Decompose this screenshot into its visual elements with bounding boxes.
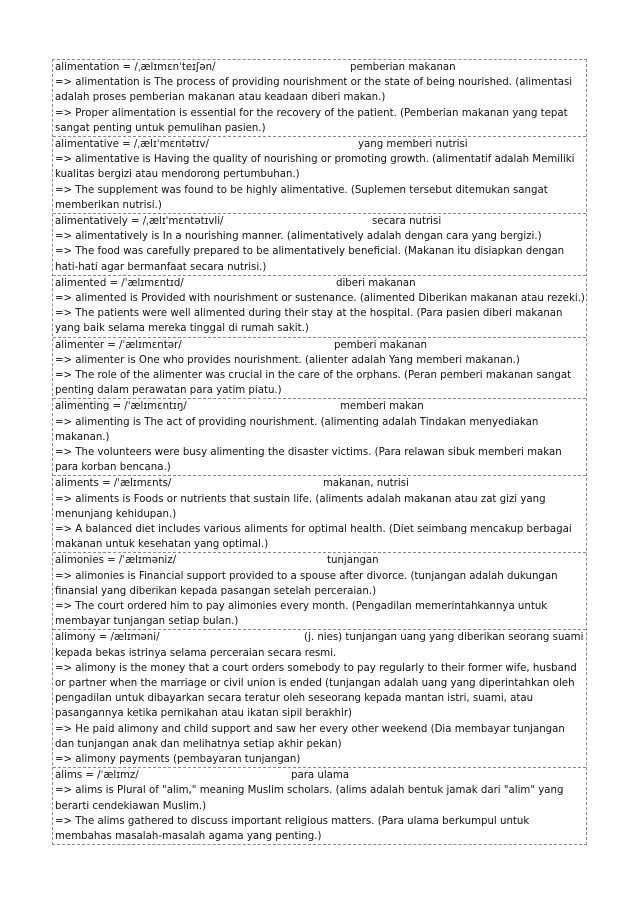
entry-translation: makanan, nutrisi xyxy=(323,478,409,490)
entry-alimented xyxy=(53,276,586,338)
entry-header xyxy=(55,60,585,75)
definition-line: => alimonies is Financial support provided to a spouse after divorce. (tunjangan adalah dukungan finansial yang diberikan kepada pasangan setelah perceraian.) xyxy=(55,570,558,597)
definition-line: => alimented is Provided with nourishment or sustenance. (alimented Diberikan makanan atau rezeki.) xyxy=(55,292,585,304)
entry-translation: diberi makanan xyxy=(336,277,416,289)
entry-header xyxy=(55,399,585,414)
entry-alimenting xyxy=(53,399,586,476)
entry-translation: para ulama xyxy=(291,770,350,782)
entry-header xyxy=(55,768,585,783)
entry-translation: yang memberi nutrisi xyxy=(358,139,468,150)
entry-translation: tunjangan xyxy=(327,555,379,567)
entry-header xyxy=(55,553,585,568)
entry-alims xyxy=(53,768,586,844)
example-line: => A balanced diet includes various aliments for optimal health. (Diet seimbang mencakup berbagai makanan untuk kesehatan yang optimal.) xyxy=(55,523,572,551)
example-line: => alimony payments (pembayaran tunjangan) xyxy=(55,754,301,766)
entry-header xyxy=(55,214,585,229)
entry-header xyxy=(55,338,585,353)
entry-term: alimony = /ælɪməni/ xyxy=(55,632,160,644)
entry-alimenter xyxy=(53,338,586,400)
example-line: => The patients were well alimented during their stay at the hospital. (Para pasien diberi makanan yang baik selama mereka tinggal di rumah sakit.) xyxy=(55,308,563,335)
entry-header xyxy=(55,630,585,660)
example-line: => Proper alimentation is essential for the recovery of the patient. (Pemberian makanan yang tepat sangat penting untuk pemulihan pasien.) xyxy=(55,107,568,134)
entry-term: alimented = /ˈælɪmɛntɪd/ xyxy=(55,277,184,289)
entry-term: alimenter = /ˈælɪmɛntər/ xyxy=(55,339,182,351)
entry-header xyxy=(55,276,585,291)
example-line: => The alims gathered to discuss important religious matters. (Para ulama berkumpul untuk membahas masalah-masalah agama yang penting.) xyxy=(55,815,530,843)
example-line: => The supplement was found to be highly alimentative. (Suplemen tersebut ditemukan sangat memberikan nutrisi.) xyxy=(55,184,548,211)
entry-header xyxy=(55,476,585,491)
definition-line: => alimentation is The process of providing nourishment or the state of being nourished. (alimentasi adalah proses pemberian makanan atau keadaan diberi makan.) xyxy=(55,77,573,104)
entry-term: alimentation = /ˌælɪmɛnˈteɪʃən/ xyxy=(55,62,216,73)
entry-translation: (j. nies) tunjangan uang yang diberikan seorang suami kepada bekas istrinya selama perceraian secara resmi. xyxy=(55,632,584,659)
dictionary-page xyxy=(52,59,587,845)
definition-line: => alims is Plural of "alim," meaning Muslim scholars. (alims adalah bentuk jamak dari "alim" yang berarti cendekiawan Muslim.) xyxy=(55,785,564,812)
entry-term: alims = /ˈælɪmz/ xyxy=(55,770,139,782)
entry-term: alimonies = /ˈælɪməniz/ xyxy=(55,555,177,567)
entry-header xyxy=(55,137,585,152)
example-line: => He paid alimony and child support and saw her every other weekend (Dia membayar tunjangan dan tunjangan anak dan melihatnya setiap akhir pekan) xyxy=(55,723,565,750)
entry-alimony xyxy=(53,630,586,768)
entry-translation: pemberi makanan xyxy=(334,339,427,351)
example-line: => The food was carefully prepared to be alimentatively beneficial. (Makanan itu disiapkan dengan hati-hati agar bermanfaat secara nutrisi.) xyxy=(55,246,565,273)
definition-line: => alimentative is Having the quality of nourishing or promoting growth. (alimentatif adalah Memiliki kualitas bergizi atau mendorong pertumbuhan.) xyxy=(55,154,575,181)
entry-translation: pemberian makanan xyxy=(350,62,456,73)
entry-aliments xyxy=(53,476,586,553)
definition-line: => alimony is the money that a court orders somebody to pay regularly to their former wife, husband or partner when the marriage or civil union is ended (tunjangan adalah uang yang diperintahkan oleh pengadilan untuk dibayarkan secara teratur oleh seseorang kepada mantan istri, suami, atau pasangannya ketika pernikahan atau ikatan sipil berakhir) xyxy=(55,662,577,720)
entry-alimonies xyxy=(53,553,586,630)
definition-line: => aliments is Foods or nutrients that sustain life. (aliments adalah makanan atau zat gizi yang menunjang kehidupan.) xyxy=(55,493,546,520)
entry-alimentative xyxy=(53,137,586,214)
example-line: => The role of the alimenter was crucial in the care of the orphans. (Peran pemberi makanan sangat penting dalam perawatan para yatim piatu.) xyxy=(55,369,572,397)
entry-term: aliments = /ˈælɪmɛnts/ xyxy=(55,478,172,490)
entry-term: alimenting = /ˈælɪmɛntɪŋ/ xyxy=(55,401,187,413)
example-line: => The court ordered him to pay alimonies every month. (Pengadilan memerintahkannya untuk membayar tunjangan setiap bulan.) xyxy=(55,600,548,628)
definition-line: => alimenting is The act of providing nourishment. (alimenting adalah Tindakan menyediakan makanan.) xyxy=(55,416,539,443)
entry-term: alimentatively = /ˌælɪˈmɛntətɪvli/ xyxy=(55,216,224,227)
definition-line: => alimentatively is In a nourishing manner. (alimentatively adalah dengan cara yang bergizi.) xyxy=(55,231,542,243)
entry-translation: memberi makan xyxy=(340,401,424,413)
example-line: => The volunteers were busy alimenting the disaster victims. (Para relawan sibuk memberi makan para korban bencana.) xyxy=(55,446,562,474)
entry-term: alimentative = /ˌælɪˈmɛntətɪv/ xyxy=(55,139,209,150)
entry-translation: secara nutrisi xyxy=(372,216,442,227)
entry-alimentation xyxy=(53,60,586,137)
definition-line: => alimenter is One who provides nourishment. (alienter adalah Yang memberi makanan.) xyxy=(55,354,520,366)
entry-alimentatively xyxy=(53,214,586,276)
